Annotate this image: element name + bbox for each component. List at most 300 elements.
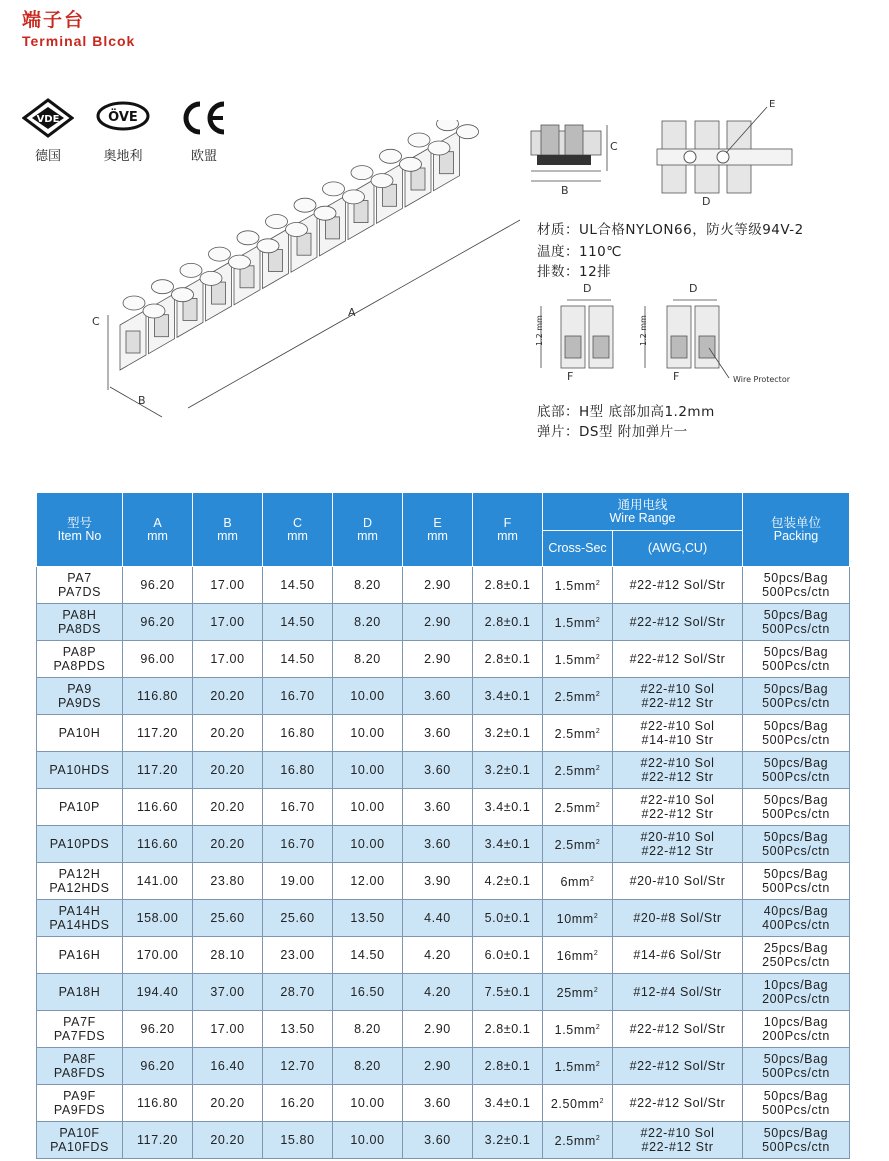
screw-terminal [237, 231, 259, 245]
table-row [37, 567, 850, 604]
cell-b: 17.00 [193, 641, 263, 678]
table-row [37, 863, 850, 900]
table-row [37, 826, 850, 863]
dim-label-d: D [689, 282, 698, 295]
cell-line: PA7F [63, 1015, 96, 1029]
cell-pack [743, 1085, 850, 1122]
cell-awg [613, 1085, 743, 1122]
cell-e: 3.60 [403, 678, 473, 715]
cell-line: 200Pcs/ctn [762, 992, 830, 1006]
cell-item [37, 1048, 123, 1085]
cell-a: 96.20 [123, 1011, 193, 1048]
cell-item [37, 900, 123, 937]
cell-line: PA10H [58, 726, 101, 740]
cell-item [37, 752, 123, 789]
cell-line: 500Pcs/ctn [762, 807, 830, 821]
cell-f: 3.2±0.1 [473, 1122, 543, 1159]
cell-e: 2.90 [403, 604, 473, 641]
screw-terminal [408, 133, 430, 147]
cell-line: 50pcs/Bag [763, 830, 829, 844]
spec-temperature: 温度：110℃ [537, 244, 622, 260]
cert-label: 欧盟 [190, 149, 217, 164]
terminal-opening [126, 331, 140, 353]
header-e-label: E [433, 515, 442, 530]
cell-f: 7.5±0.1 [473, 974, 543, 1011]
cell-b: 37.00 [193, 974, 263, 1011]
header-a-label: A [153, 515, 162, 530]
cell-line: 500Pcs/ctn [762, 585, 830, 599]
screw-terminal [143, 304, 165, 318]
cell-line: PA9FDS [53, 1103, 106, 1117]
screw-terminal [200, 271, 222, 285]
dim-label-c: C [610, 140, 618, 153]
cell-f: 3.4±0.1 [473, 1085, 543, 1122]
cross-section-value: 6mm [560, 875, 591, 890]
cell-line: #22-#10 Sol [640, 756, 715, 770]
cell-b: 17.00 [193, 567, 263, 604]
cell-cs: $25mm^2$ [543, 974, 613, 1011]
cell-d: 12.00 [333, 863, 403, 900]
cell-line: PA9F [63, 1089, 96, 1103]
cell-item [37, 1085, 123, 1122]
vde-mark-icon [22, 98, 74, 138]
svg-text:ÖVE: ÖVE [108, 110, 138, 125]
cross-section-value: 2.50mm [550, 1097, 600, 1112]
cell-e: 3.60 [403, 715, 473, 752]
cell-awg [613, 863, 743, 900]
cell-b: 20.20 [193, 1122, 263, 1159]
table-row [37, 1085, 850, 1122]
screw-terminal [428, 141, 450, 155]
header-wire-cn: 通用电线 [617, 497, 668, 512]
dim-label-f: F [567, 370, 574, 383]
wire-protector-label: Wire Protector [733, 375, 791, 384]
table-row [37, 900, 850, 937]
cross-section-value: 2.5mm [554, 1134, 596, 1149]
cell-b: 20.20 [193, 678, 263, 715]
cell-a: 96.20 [123, 604, 193, 641]
header-d-label: D [362, 515, 373, 530]
spec-material: 材质：UL合格NYLON66，防火等级94V-2 [537, 222, 804, 238]
cell-line: PA7DS [57, 585, 102, 599]
cell-pack [743, 789, 850, 826]
cell-d: 8.20 [333, 604, 403, 641]
cell-line: 50pcs/Bag [763, 645, 829, 659]
cell-c: 14.50 [263, 604, 333, 641]
dim-label-e: E [769, 99, 776, 110]
cell-line: #22-#10 Sol [640, 793, 715, 807]
cell-line: PA12HDS [49, 881, 110, 895]
cell-line: #12-#4 Sol/Str [633, 985, 722, 999]
cell-line: #20-#10 Sol/Str [629, 874, 726, 888]
cell-e: 3.60 [403, 1122, 473, 1159]
cell-line: #22-#12 Str [641, 807, 714, 821]
cell-line: #14-#10 Str [641, 733, 714, 747]
cell-line: PA8DS [57, 622, 102, 636]
cell-item [37, 567, 123, 604]
table-row [37, 789, 850, 826]
cell-pack [743, 826, 850, 863]
header-wire-range [543, 493, 743, 531]
header-c-unit: mm [287, 528, 308, 543]
cell-pack [743, 900, 850, 937]
cell-line: PA16H [58, 948, 101, 962]
cell-d: 10.00 [333, 1085, 403, 1122]
cell-d: 10.00 [333, 678, 403, 715]
cell-line: #22-#12 Str [641, 770, 714, 784]
dim-label-c: C [92, 315, 100, 328]
header-item-en: Item No [57, 528, 102, 543]
header-item [37, 493, 123, 567]
cell-line: 50pcs/Bag [763, 682, 829, 696]
header-d-unit: mm [357, 528, 378, 543]
screw-terminal [286, 223, 308, 237]
cell-line: #22-#12 Sol/Str [629, 652, 726, 666]
cell-f: 3.2±0.1 [473, 715, 543, 752]
svg-text:VDE: VDE [36, 114, 60, 125]
cell-b: 28.10 [193, 937, 263, 974]
page-title-cn: 端子台 [22, 9, 86, 31]
cell-line: #22-#12 Sol/Str [629, 1096, 726, 1110]
spec-rows: 排数：12排 [537, 264, 612, 280]
cell-a: 194.40 [123, 974, 193, 1011]
table-row [37, 974, 850, 1011]
cell-d: 10.00 [333, 1122, 403, 1159]
cell-line: 500Pcs/ctn [762, 844, 830, 858]
cell-c: 28.70 [263, 974, 333, 1011]
cell-a: 116.80 [123, 1085, 193, 1122]
header-b-unit: mm [217, 528, 238, 543]
cell-a: 117.20 [123, 715, 193, 752]
cell-e: 2.90 [403, 1011, 473, 1048]
cell-awg [613, 900, 743, 937]
cell-line: #22-#10 Sol [640, 1126, 715, 1140]
screw-terminal [351, 166, 373, 180]
cell-line: PA8FDS [53, 1066, 106, 1080]
section-views-drawing [527, 95, 797, 205]
header-wire-en: Wire Range [609, 510, 676, 525]
cell-line: PA9 [67, 682, 92, 696]
spec-base: 底部：H型 底部加高1.2mm [537, 404, 715, 420]
cell-pack [743, 937, 850, 974]
cell-line: 250Pcs/ctn [762, 955, 830, 969]
cell-line: 25pcs/Bag [763, 941, 829, 955]
cell-a: 116.60 [123, 789, 193, 826]
cell-d: 10.00 [333, 715, 403, 752]
cell-e: 2.90 [403, 641, 473, 678]
screw-terminal [229, 255, 251, 269]
cell-pack [743, 752, 850, 789]
spec-spring: 弹片：DS型 附加弹片一 [537, 424, 688, 440]
cell-line: PA14HDS [49, 918, 110, 932]
cell-item [37, 1122, 123, 1159]
page-title-en: Terminal Blcok [22, 33, 136, 49]
header-d [333, 493, 403, 567]
screw-terminal [314, 206, 336, 220]
screw-terminal [371, 174, 393, 188]
cert-label: 奥地利 [103, 149, 143, 164]
header-packing-en: Packing [773, 528, 819, 543]
cell-line: PA8H [62, 608, 97, 622]
cell-f: 3.4±0.1 [473, 789, 543, 826]
cell-line: 50pcs/Bag [763, 1052, 829, 1066]
cell-b: 16.40 [193, 1048, 263, 1085]
cell-c: 16.70 [263, 678, 333, 715]
dim-label-height: 1.2 mm [639, 315, 648, 346]
cell-e: 2.90 [403, 567, 473, 604]
table-row [37, 604, 850, 641]
cell-line: 500Pcs/ctn [762, 733, 830, 747]
cell-d: 8.20 [333, 567, 403, 604]
cell-b: 20.20 [193, 789, 263, 826]
cell-cs: $2.50mm^2$ [543, 1085, 613, 1122]
cell-line: PA10FDS [50, 1140, 109, 1154]
cell-a: 170.00 [123, 937, 193, 974]
cell-line: PA12H [58, 867, 101, 881]
cell-c: 12.70 [263, 1048, 333, 1085]
cell-line: PA7FDS [53, 1029, 106, 1043]
screw-terminal [457, 125, 479, 139]
cell-line: PA8P [62, 645, 97, 659]
cell-awg [613, 604, 743, 641]
header-item-cn: 型号 [66, 515, 92, 530]
screw-terminal [209, 247, 231, 261]
cross-section-value: 2.5mm [554, 838, 596, 853]
cell-line: PA14H [58, 904, 101, 918]
cell-line: 50pcs/Bag [763, 793, 829, 807]
cell-line: 500Pcs/ctn [762, 770, 830, 784]
cell-line: 500Pcs/ctn [762, 881, 830, 895]
cell-pack [743, 863, 850, 900]
cell-b: 17.00 [193, 604, 263, 641]
cell-c: 25.60 [263, 900, 333, 937]
cell-c: 14.50 [263, 567, 333, 604]
cell-c: 23.00 [263, 937, 333, 974]
cell-c: 16.20 [263, 1085, 333, 1122]
cell-item [37, 974, 123, 1011]
cell-c: 16.70 [263, 826, 333, 863]
cell-pack [743, 715, 850, 752]
cell-e: 3.60 [403, 752, 473, 789]
table-row [37, 937, 850, 974]
cell-item [37, 863, 123, 900]
cell-cs: $1.5mm^2$ [543, 1048, 613, 1085]
cell-line: 500Pcs/ctn [762, 659, 830, 673]
cell-line: 50pcs/Bag [763, 571, 829, 585]
cert-label: 德国 [34, 149, 61, 164]
cell-c: 16.80 [263, 715, 333, 752]
cell-item [37, 678, 123, 715]
cell-line: 200Pcs/ctn [762, 1029, 830, 1043]
cell-e: 3.60 [403, 1085, 473, 1122]
cell-c: 15.80 [263, 1122, 333, 1159]
cross-section-value: 2.5mm [554, 764, 596, 779]
cell-cs: $2.5mm^2$ [543, 826, 613, 863]
cell-d: 10.00 [333, 826, 403, 863]
cell-d: 16.50 [333, 974, 403, 1011]
cell-line: 500Pcs/ctn [762, 1103, 830, 1117]
cell-line: PA9DS [57, 696, 102, 710]
cross-section-value: 1.5mm [554, 653, 596, 668]
cell-line: 400Pcs/ctn [762, 918, 830, 932]
cell-a: 116.80 [123, 678, 193, 715]
screw-terminal [180, 263, 202, 277]
dim-label-b: B [561, 184, 569, 197]
cell-line: 10pcs/Bag [763, 1015, 829, 1029]
cell-f: 6.0±0.1 [473, 937, 543, 974]
cell-pack [743, 1122, 850, 1159]
cell-a: 96.00 [123, 641, 193, 678]
cell-a: 96.20 [123, 1048, 193, 1085]
cell-line: PA18H [58, 985, 101, 999]
cell-line: 50pcs/Bag [763, 608, 829, 622]
cell-f: 2.8±0.1 [473, 604, 543, 641]
spec-table [36, 492, 850, 1159]
cell-f: 3.2±0.1 [473, 752, 543, 789]
header-awg: (AWG,CU) [613, 531, 743, 567]
screw-terminal [266, 215, 288, 229]
cell-awg [613, 567, 743, 604]
cell-cs: $6mm^2$ [543, 863, 613, 900]
cell-cs: $2.5mm^2$ [543, 678, 613, 715]
cell-b: 20.20 [193, 752, 263, 789]
screw-terminal [323, 182, 345, 196]
cell-line: 50pcs/Bag [763, 719, 829, 733]
cell-b: 20.20 [193, 715, 263, 752]
cell-line: 10pcs/Bag [763, 978, 829, 992]
cell-item [37, 604, 123, 641]
cell-awg [613, 1122, 743, 1159]
cell-line: PA8F [63, 1052, 96, 1066]
cell-a: 117.20 [123, 1122, 193, 1159]
cell-line: #20-#10 Sol [640, 830, 715, 844]
cell-item [37, 715, 123, 752]
cell-awg [613, 1048, 743, 1085]
cell-f: 3.4±0.1 [473, 826, 543, 863]
screw-terminal [257, 239, 279, 253]
header-e-unit: mm [427, 528, 448, 543]
cell-line: 50pcs/Bag [763, 756, 829, 770]
cell-line: #22-#12 Str [641, 1140, 714, 1154]
header-cross-sec: Cross-Sec [543, 531, 613, 567]
cell-b: 20.20 [193, 826, 263, 863]
cell-b: 23.80 [193, 863, 263, 900]
cell-line: #22-#12 Str [641, 696, 714, 710]
cross-section-value: 2.5mm [554, 801, 596, 816]
dim-label-f: F [673, 370, 680, 383]
table-row [37, 1011, 850, 1048]
terminal-block-isometric-drawing [80, 120, 520, 425]
cell-cs: $2.5mm^2$ [543, 715, 613, 752]
screw-terminal [380, 149, 402, 163]
cell-cs: $2.5mm^2$ [543, 1122, 613, 1159]
cell-line: 40pcs/Bag [763, 904, 829, 918]
screw-terminal [123, 296, 145, 310]
cell-line: #20-#8 Sol/Str [633, 911, 722, 925]
cell-d: 8.20 [333, 641, 403, 678]
cell-cs: $1.5mm^2$ [543, 641, 613, 678]
cell-awg [613, 678, 743, 715]
cell-line: 500Pcs/ctn [762, 1066, 830, 1080]
table-row [37, 1048, 850, 1085]
header-c [263, 493, 333, 567]
cell-c: 19.00 [263, 863, 333, 900]
cell-f: 3.4±0.1 [473, 678, 543, 715]
cell-e: 3.90 [403, 863, 473, 900]
cell-d: 13.50 [333, 900, 403, 937]
cell-awg [613, 1011, 743, 1048]
table-row [37, 678, 850, 715]
cell-cs: $1.5mm^2$ [543, 604, 613, 641]
cell-line: #22-#10 Sol [640, 682, 715, 696]
cell-line: 500Pcs/ctn [762, 1140, 830, 1154]
screw-terminal [400, 157, 422, 171]
cell-a: 141.00 [123, 863, 193, 900]
cell-item [37, 937, 123, 974]
cell-d: 10.00 [333, 789, 403, 826]
header-e [403, 493, 473, 567]
cell-a: 158.00 [123, 900, 193, 937]
cell-c: 14.50 [263, 641, 333, 678]
header-packing-cn: 包装单位 [770, 515, 821, 530]
cell-f: 2.8±0.1 [473, 567, 543, 604]
cell-a: 96.20 [123, 567, 193, 604]
cell-f: 4.2±0.1 [473, 863, 543, 900]
cell-f: 2.8±0.1 [473, 641, 543, 678]
cell-a: 116.60 [123, 826, 193, 863]
screw-terminal [152, 280, 174, 294]
dim-label-d: D [583, 282, 592, 295]
cell-line: 50pcs/Bag [763, 867, 829, 881]
cell-line: 50pcs/Bag [763, 1126, 829, 1140]
cell-e: 2.90 [403, 1048, 473, 1085]
dim-label-height: 1.2 mm [535, 315, 544, 346]
cell-d: 10.00 [333, 752, 403, 789]
cell-pack [743, 1048, 850, 1085]
cross-section-value: 1.5mm [554, 1023, 596, 1038]
cell-awg [613, 974, 743, 1011]
cell-item [37, 789, 123, 826]
cell-cs: $16mm^2$ [543, 937, 613, 974]
header-a [123, 493, 193, 567]
dim-label-d: D [702, 195, 711, 205]
cross-section-value: 16mm [556, 949, 594, 964]
cross-section-value: 1.5mm [554, 616, 596, 631]
table-row [37, 715, 850, 752]
cell-pack [743, 678, 850, 715]
cell-item [37, 1011, 123, 1048]
cell-cs: $2.5mm^2$ [543, 752, 613, 789]
cell-e: 4.40 [403, 900, 473, 937]
cell-awg [613, 937, 743, 974]
header-a-unit: mm [147, 528, 168, 543]
cell-line: PA7 [67, 571, 92, 585]
header-f-label: F [503, 515, 512, 530]
cell-c: 13.50 [263, 1011, 333, 1048]
cell-line: PA8PDS [53, 659, 106, 673]
cross-section-value: 2.5mm [554, 727, 596, 742]
header-packing [743, 493, 850, 567]
cell-pack [743, 974, 850, 1011]
cell-cs: $10mm^2$ [543, 900, 613, 937]
cell-cs: $1.5mm^2$ [543, 567, 613, 604]
cell-d: 14.50 [333, 937, 403, 974]
cross-section-value: 25mm [556, 986, 594, 1001]
cell-pack [743, 641, 850, 678]
cell-line: 500Pcs/ctn [762, 696, 830, 710]
cell-awg [613, 641, 743, 678]
cell-line: #22-#12 Sol/Str [629, 1022, 726, 1036]
